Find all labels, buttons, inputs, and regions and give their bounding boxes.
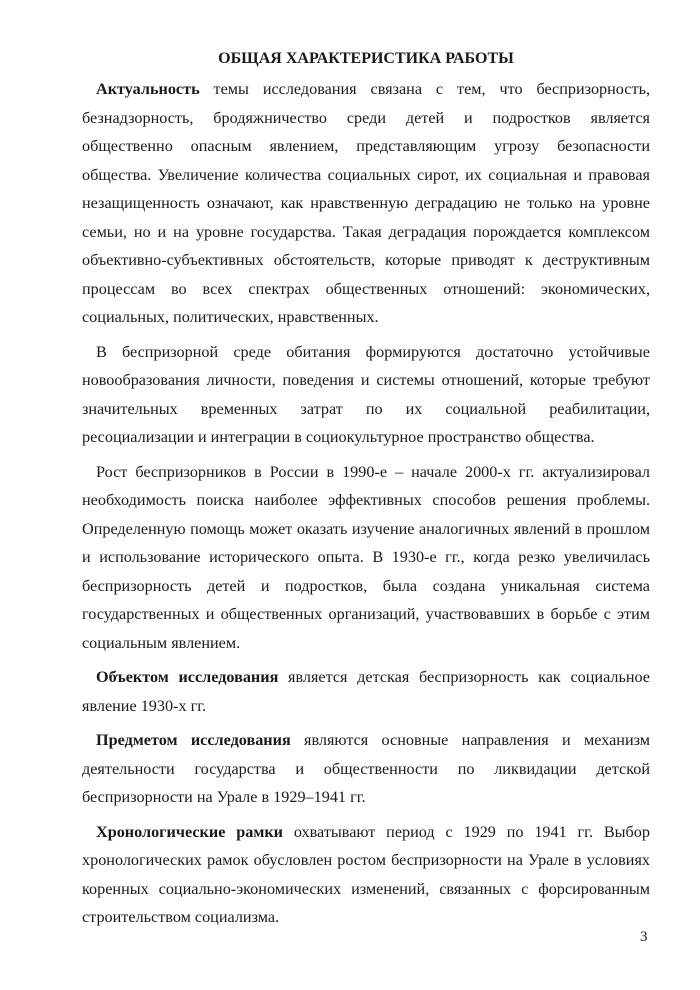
paragraph-lead: Актуальность	[96, 80, 200, 98]
paragraph-lead: Хронологические рамки	[96, 822, 283, 841]
paragraph-subject	[82, 726, 650, 812]
paragraph-text: В беспризорной среде обитания формируются достаточно устойчивые новообразования личности, поведения и системы отношений, которые требуют значительных временных затрат по их социальной реабилитации, ресоциализации и интеграции в социокультурное пространство общества.	[82, 342, 650, 446]
paragraph-relevance	[82, 75, 650, 332]
paragraph-text: темы исследования связана с тем, что беспризорность, безнадзорность, бродяжничество среди детей и подростков является общественно опасным явлением, представляющим угрозу безопасности общества. Увеличение количества социальных сирот, их социальная и правовая незащищенность означают, как нравственную деградацию не только на уровне семьи, но и на уровне государства. Такая деградация порождается комплексом объективно-субъективных обстоятельств, которые приводят к деструктивным процессам во всех спектрах общественных отношений: экономических, социальных, политических, нравственных.	[82, 80, 650, 326]
paragraph-text: является детская беспризорность как социальное явление 1930-х гг.	[82, 668, 650, 715]
paragraph-lead: Объектом исследования	[96, 668, 279, 686]
paragraph-text: Рост беспризорников в России в 1990-е – начале 2000-х гг. актуализировал необходимость поиска наиболее эффективных способов решения проблемы. Определенную помощь может оказать изучение аналогичных явлений в прошлом и использование исторического опыта. В 1930-е гг., когда резко увеличилась беспризорность детей и подростков, была создана уникальная система государственных и общественных организаций, участвовавших в борьбе с этим социальным явлением.	[82, 462, 650, 652]
paragraph-environment	[82, 338, 650, 452]
page-content	[82, 45, 650, 934]
page-number: 3	[640, 929, 648, 945]
paragraph-chronology	[82, 818, 650, 932]
paragraph-text: являются основные направления и механизм деятельности государства и общественности по ликвидации детской беспризорности на Урале в 1929–1941 гг.	[82, 731, 651, 806]
paragraph-lead: Предметом исследования	[96, 731, 291, 749]
paragraph-growth	[82, 458, 650, 658]
paragraph-text: охватывают период с 1929 по 1941 гг. Выбор хронологических рамок обусловлен ростом беспризорности на Урале в условиях коренных социально-экономических изменений, связанных с форсированным строительством социализма.	[82, 822, 650, 926]
paragraph-object	[82, 663, 650, 720]
section-title: ОБЩАЯ ХАРАКТЕРИСТИКА РАБОТЫ	[218, 50, 514, 67]
